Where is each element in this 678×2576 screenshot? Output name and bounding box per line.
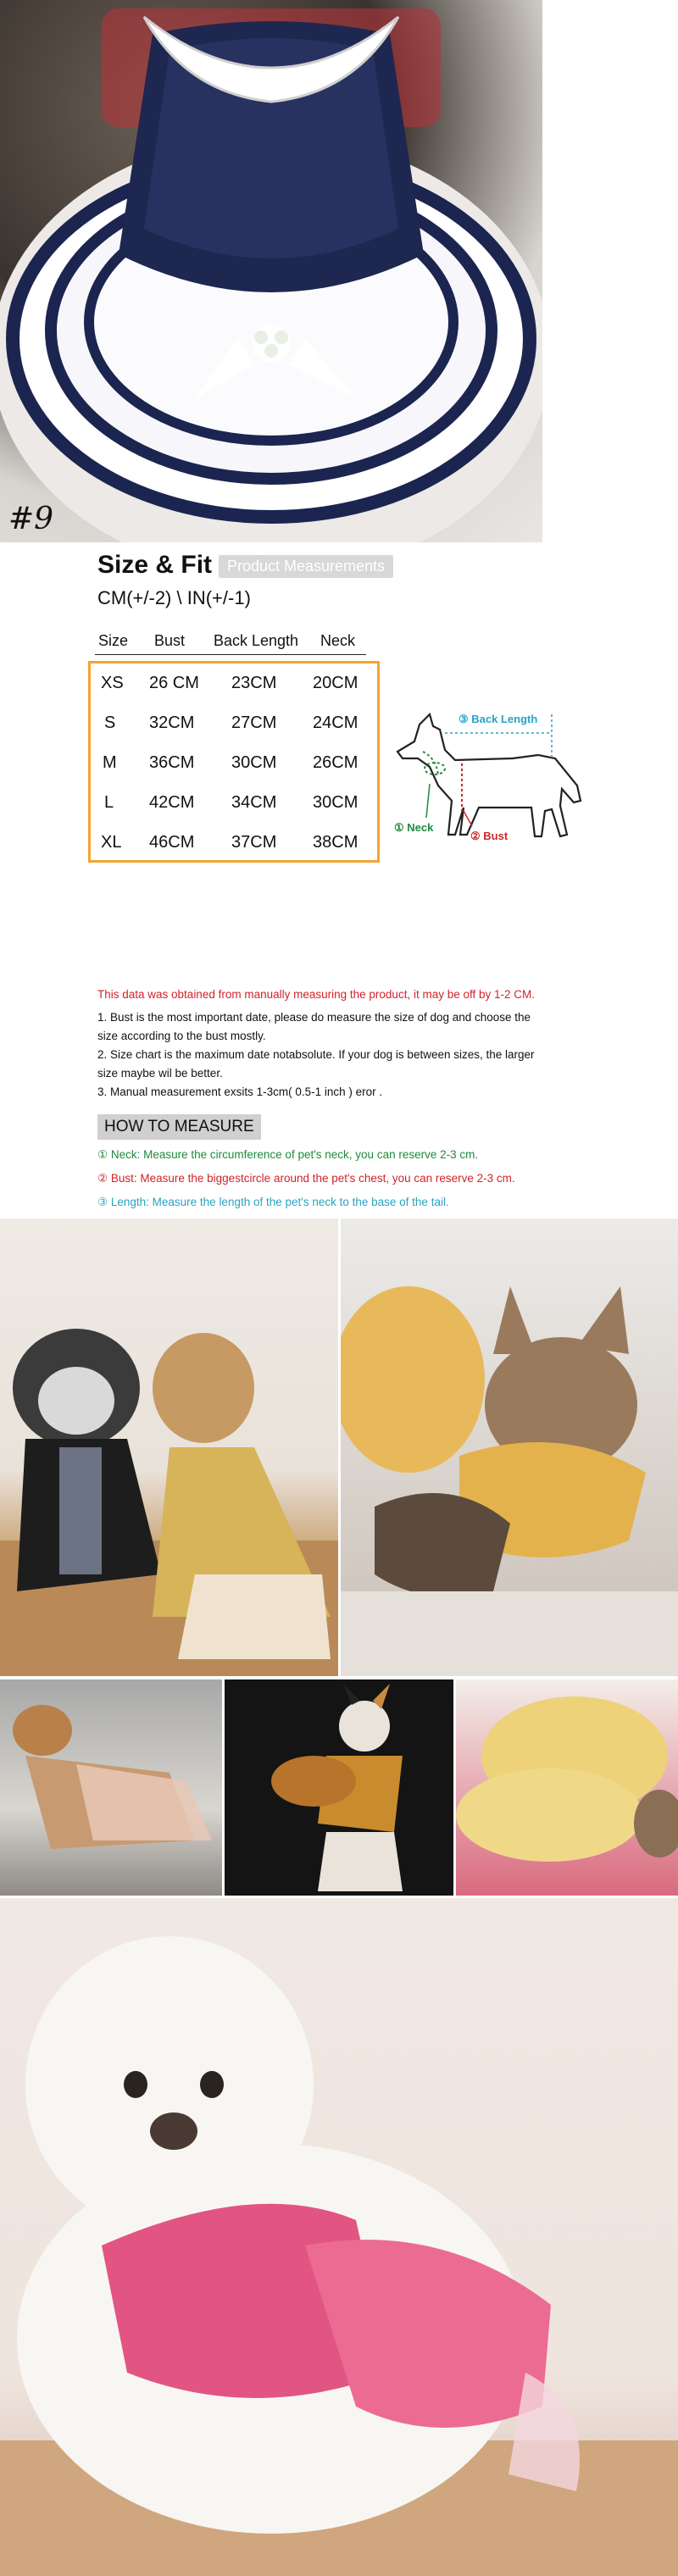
how-to-measure-heading: HOW TO MEASURE — [97, 1114, 261, 1140]
cell-size: XL — [101, 833, 122, 852]
cell-bust: 46CM — [149, 833, 195, 852]
size-table — [88, 661, 380, 863]
navy-dress-illustration — [0, 0, 542, 542]
photo-number-label: #9 — [8, 502, 54, 536]
cell-size: S — [104, 713, 116, 732]
header-bust: Bust — [154, 632, 186, 649]
photo-yellow-ruffle-dress — [456, 1679, 678, 1896]
table-row — [91, 743, 377, 782]
cell-bust: 32CM — [149, 713, 195, 732]
cell-back-length: 34CM — [231, 793, 277, 812]
cell-size: XS — [101, 674, 124, 692]
cell-back-length: 27CM — [231, 713, 277, 732]
cell-neck: 30CM — [313, 793, 358, 812]
dog-tutu-illustration — [0, 1679, 222, 1896]
cell-back-length: 37CM — [231, 833, 277, 852]
how-neck: ① Neck: Measure the circumference of pet's neck, you can reserve 2-3 cm. — [97, 1148, 479, 1161]
cell-back-length: 23CM — [231, 674, 277, 692]
note-2a: 2. Size chart is the maximum date notabsolute. If your dog is between sizes, the larger — [97, 1048, 535, 1061]
note-3: 3. Manual measurement exsits 1-3cm( 0.5-1 inch ) eror . — [97, 1085, 383, 1098]
photo-white-dog-pink-dress — [0, 1898, 678, 2576]
cell-neck: 20CM — [313, 674, 358, 692]
neck-label: ① Neck — [394, 821, 434, 834]
note-1a: 1. Bust is the most important date, please do measure the size of dog and choose the — [97, 1011, 531, 1024]
cell-bust: 26 CM — [149, 674, 199, 692]
cell-bust: 42CM — [149, 793, 195, 812]
photo-cat-black-background — [225, 1679, 453, 1896]
photo-two-dogs — [0, 1219, 338, 1676]
table-row — [91, 703, 377, 742]
dog-silhouette-icon — [386, 708, 589, 852]
how-length: ③ Length: Measure the length of the pet's neck to the base of the tail. — [97, 1196, 449, 1208]
header-size: Size — [98, 632, 129, 649]
back-length-label: ③ Back Length — [458, 713, 538, 725]
cell-neck: 38CM — [313, 833, 358, 852]
note-1b: size according to the bust mostly. — [97, 1030, 266, 1042]
product-measurements-badge: Product Measurements — [219, 555, 393, 578]
cat-gold-dress-illustration — [341, 1219, 678, 1676]
how-bust: ② Bust: Measure the biggestcircle around the pet's chest, you can reserve 2-3 cm. — [97, 1172, 515, 1185]
bust-label: ② Bust — [470, 830, 508, 842]
size-table-header — [95, 632, 366, 655]
header-neck: Neck — [320, 632, 356, 649]
cat-black-bg-illustration — [225, 1679, 453, 1896]
yellow-ruffle-illustration — [456, 1679, 678, 1896]
disclaimer-text: This data was obtained from manually measuring the product, it may be off by 1-2 CM. — [97, 988, 535, 1001]
two-dogs-illustration — [0, 1219, 338, 1676]
table-row — [91, 823, 377, 862]
cell-back-length: 30CM — [231, 753, 277, 772]
photo-dog-gold-tutu — [0, 1679, 222, 1896]
note-2b: size maybe wil be better. — [97, 1067, 223, 1080]
units-label: CM(+/-2) \ IN(+/-1) — [97, 587, 251, 608]
product-photo-navy-dress — [0, 0, 542, 542]
table-row — [91, 663, 377, 702]
photo-cat-gold-dress — [341, 1219, 678, 1676]
cell-size: M — [103, 753, 117, 772]
cell-neck: 24CM — [313, 713, 358, 732]
cell-size: L — [104, 793, 114, 812]
header-back-length: Back Length — [214, 632, 299, 649]
cell-bust: 36CM — [149, 753, 195, 772]
size-fit-title: Size & Fit — [97, 551, 213, 579]
dog-measurement-diagram — [386, 708, 589, 852]
table-row — [91, 783, 377, 822]
white-dog-pink-dress-illustration — [0, 1898, 678, 2576]
cell-neck: 26CM — [313, 753, 358, 772]
